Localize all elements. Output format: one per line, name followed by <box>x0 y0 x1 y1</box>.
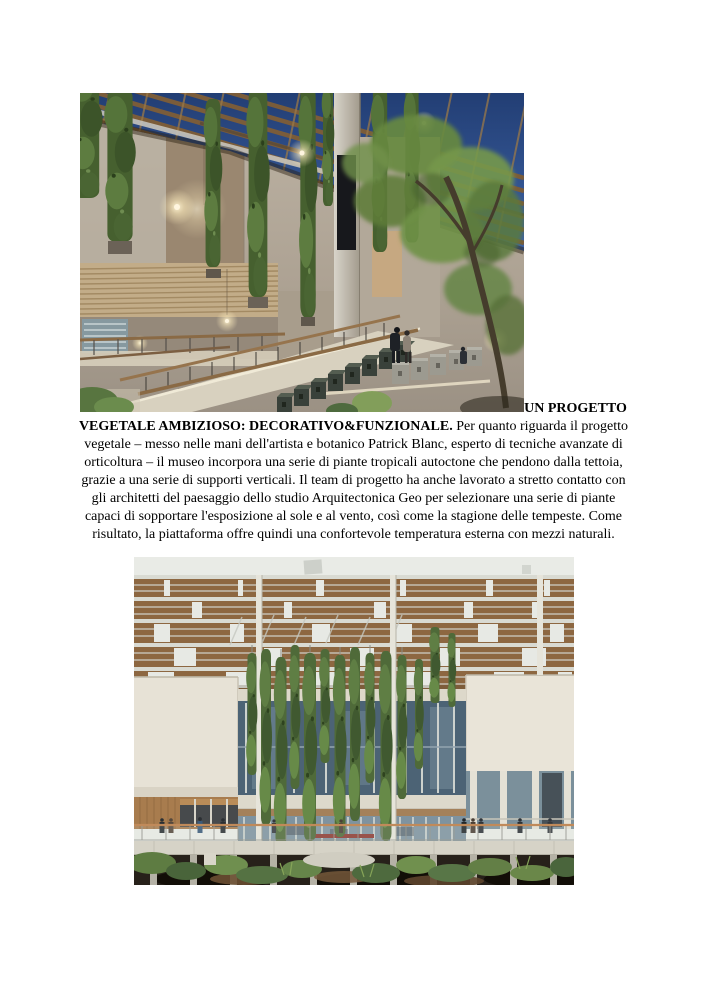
article-body: Per quanto riguarda il progetto vegetale – messo nelle mani dell'artista e botanico Patrick Blanc, esperto di tecniche avanzate di orticoltura – il museo incorpora una serie di piante tropicali autoctone che pendono dalla tettoia, grazie a una serie di supporti verticali. Il team di progetto ha anche lavorato a stretto contatto con gli architetti del paesaggio dello studio Arquitectonica Geo per selezionare una serie di piante capaci di sopportare l'esposizione al sole e al vento, così come la stagione delle tempeste. Come risultato, la piattaforma offre quindi una confortevole temperatura esterna con mezzi naturali. <box>81 419 629 542</box>
museum-interior-photo <box>80 93 524 412</box>
lead-word: UN <box>524 401 545 416</box>
photo-paragraph <box>78 557 630 891</box>
round-planter <box>303 852 375 868</box>
right-building-volume <box>466 675 574 829</box>
document-content <box>78 93 630 891</box>
interior-photo-svg <box>80 93 524 412</box>
exterior-photo-svg <box>134 557 574 885</box>
terrace-railing <box>134 825 574 841</box>
article-heading: PROGETTO VEGETALE AMBIZIOSO: DECORATIVO&FUNZIONALE. <box>78 401 627 434</box>
left-building-volume <box>134 677 238 829</box>
museum-exterior-photo <box>134 557 574 885</box>
article-paragraph <box>78 93 630 544</box>
